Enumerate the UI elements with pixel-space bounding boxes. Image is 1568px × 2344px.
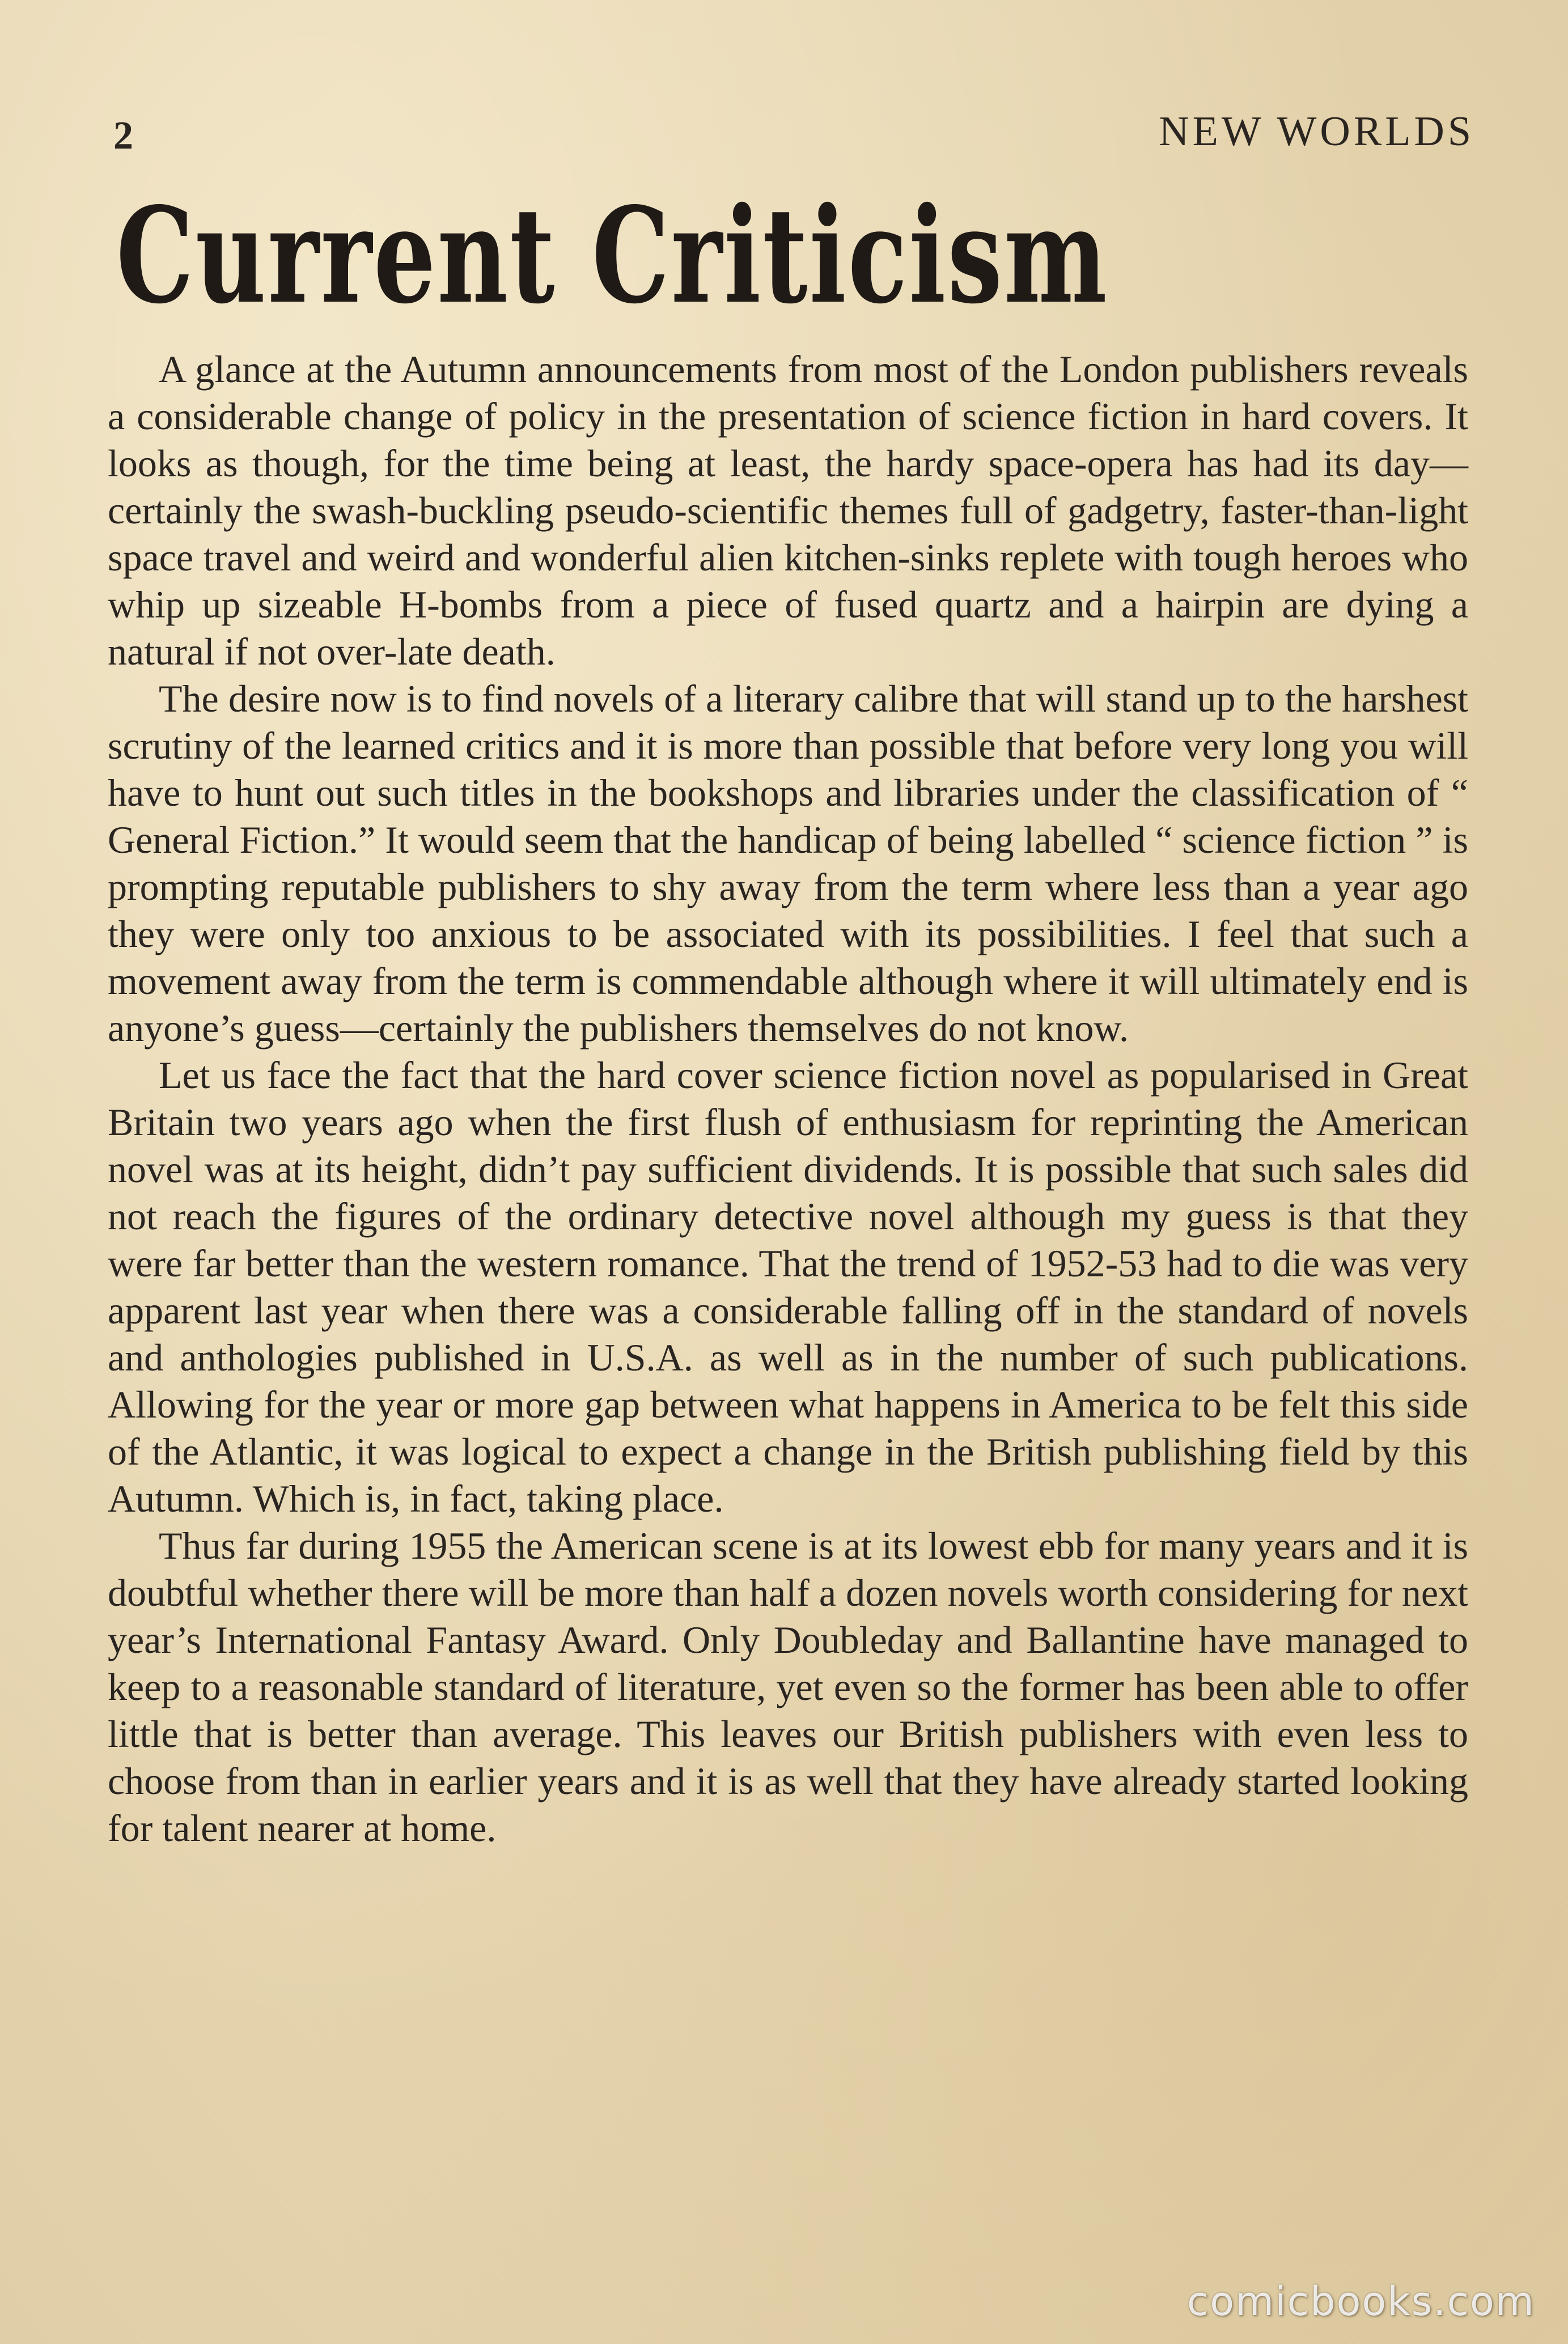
article-paragraph: Let us face the fact that the hard cover science fiction novel as popularised in Great Britain two years ago when the first flush of enthusiasm for reprinting the American novel was at its height, didn’t pay sufficient dividends. It is possible that such sales did not reach the figures of the ordinary detective novel although my guess is that they were far better than the western romance. That the trend of 1952-53 had to die was very apparent last year when there was a considerable falling off in the standard of novels and anthologies published in U.S.A. as well as in the number of such publications. Allowing for the year or more gap between what happens in America to be felt this side of the Atlantic, it was logical to expect a change in the British publishing field by this Autumn. Which is, in fact, taking place. [108, 1053, 1468, 1520]
watermark: comicbooks.com [1186, 2278, 1535, 2325]
article-title: Current Criticism [116, 178, 1109, 333]
page-number: 2 [113, 114, 134, 158]
article-paragraph: A glance at the Autumn announcements from most of the London publishers reveals a considerable change of policy in the presentation of science fiction in hard covers. It looks as though, for the time being at least, the hardy space-opera has had its day—certainly the swash-buckling pseudo-scientific themes full of gadgetry, faster-than-light space travel and weird and wonderful alien kitchen-sinks replete with tough heroes who whip up sizeable H-bombs from a piece of fused quartz and a hairpin are dying a natural if not over-late death. [108, 348, 1468, 673]
article-body [108, 346, 1468, 1852]
article-paragraph: Thus far during 1955 the American scene is at its lowest ebb for many years and it is doubtful whether there will be more than half a dozen novels worth considering for next year’s International Fantasy Award. Only Doubleday and Ballantine have managed to keep to a reasonable standard of literature, yet even so the former has been able to offer little that is better than average. This leaves our British publishers with even less to choose from than in earlier years and it is as well that they have already started looking for talent nearer at home. [108, 1524, 1468, 1850]
article-paragraph: The desire now is to find novels of a literary calibre that will stand up to the harshest scrutiny of the learned critics and it is more than possible that before very long you will have to hunt out such titles in the bookshops and libraries under the classification of “ General Fiction.” It would seem that the handicap of being labelled “ science fiction ” is prompting reputable publishers to shy away from the term where less than a year ago they were only too anxious to be associated with its possibilities. I feel that such a movement away from the term is commendable although where it will ultimately end is anyone’s guess—certainly the publishers themselves do not know. [108, 677, 1468, 1050]
running-header [0, 108, 1568, 170]
magazine-name: NEW WORLDS [1159, 108, 1474, 155]
